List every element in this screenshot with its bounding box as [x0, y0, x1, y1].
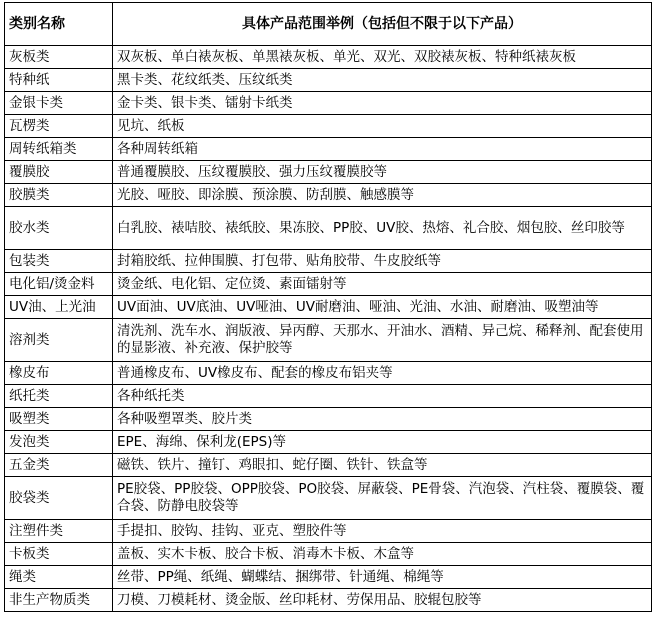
- category-cell[interactable]: 橡皮布: [5, 362, 113, 385]
- table-row: [5, 273, 652, 296]
- examples-cell[interactable]: 盖板、实木卡板、胶合卡板、消毒木卡板、木盒等: [113, 543, 652, 566]
- table-row: [5, 477, 652, 520]
- category-cell[interactable]: 胶袋类: [5, 477, 113, 520]
- category-cell[interactable]: 绳类: [5, 566, 113, 589]
- table-row: [5, 319, 652, 362]
- table-row: [5, 115, 652, 138]
- category-cell[interactable]: 五金类: [5, 454, 113, 477]
- table-row: [5, 161, 652, 184]
- examples-cell[interactable]: 双灰板、单白裱灰板、单黑裱灰板、单光、双光、双胶裱灰板、特种纸裱灰板: [113, 46, 652, 69]
- header-examples[interactable]: 具体产品范围举例（包括但不限于以下产品）: [113, 3, 652, 46]
- table-row: [5, 69, 652, 92]
- category-cell[interactable]: 周转纸箱类: [5, 138, 113, 161]
- examples-cell[interactable]: PE胶袋、PP胶袋、OPP胶袋、PO胶袋、屏蔽袋、PE骨袋、汽泡袋、汽柱袋、覆膜袋、覆合袋、防静电胶袋等: [113, 477, 652, 520]
- examples-cell[interactable]: 丝带、PP绳、纸绳、蝴蝶结、捆绑带、针通绳、棉绳等: [113, 566, 652, 589]
- category-cell[interactable]: 发泡类: [5, 431, 113, 454]
- category-cell[interactable]: 覆膜胶: [5, 161, 113, 184]
- table-row: [5, 362, 652, 385]
- table-row: [5, 589, 652, 612]
- examples-cell[interactable]: UV面油、UV底油、UV哑油、UV耐磨油、哑油、光油、水油、耐磨油、吸塑油等: [113, 296, 652, 319]
- category-cell[interactable]: 胶膜类: [5, 184, 113, 207]
- table-row: [5, 385, 652, 408]
- product-category-sheet: [4, 2, 651, 612]
- category-cell[interactable]: UV油、上光油: [5, 296, 113, 319]
- examples-cell[interactable]: 普通橡皮布、UV橡皮布、配套的橡皮布铝夹等: [113, 362, 652, 385]
- examples-cell[interactable]: 白乳胶、裱咭胶、裱纸胶、果冻胶、PP胶、UV胶、热熔、礼合胶、烟包胶、丝印胶等: [113, 207, 652, 250]
- category-cell[interactable]: 溶剂类: [5, 319, 113, 362]
- table-row: [5, 250, 652, 273]
- header-row: [5, 3, 652, 46]
- category-cell[interactable]: 非生产物质类: [5, 589, 113, 612]
- examples-cell[interactable]: 光胶、哑胶、即涂膜、预涂膜、防刮膜、触感膜等: [113, 184, 652, 207]
- table-row: [5, 92, 652, 115]
- header-category[interactable]: 类别名称: [5, 3, 113, 46]
- table-row: [5, 296, 652, 319]
- table-row: [5, 520, 652, 543]
- table-row: [5, 566, 652, 589]
- examples-cell[interactable]: 黑卡类、花纹纸类、压纹纸类: [113, 69, 652, 92]
- table-row: [5, 138, 652, 161]
- category-cell[interactable]: 卡板类: [5, 543, 113, 566]
- examples-cell[interactable]: 烫金纸、电化铝、定位烫、素面镭射等: [113, 273, 652, 296]
- category-cell[interactable]: 金银卡类: [5, 92, 113, 115]
- category-cell[interactable]: 灰板类: [5, 46, 113, 69]
- table-body: [5, 46, 652, 612]
- examples-cell[interactable]: EPE、海绵、保利龙(EPS)等: [113, 431, 652, 454]
- table-row: [5, 543, 652, 566]
- category-cell[interactable]: 瓦楞类: [5, 115, 113, 138]
- examples-cell[interactable]: 普通覆膜胶、压纹覆膜胶、强力压纹覆膜胶等: [113, 161, 652, 184]
- category-cell[interactable]: 胶水类: [5, 207, 113, 250]
- examples-cell[interactable]: 清洗剂、洗车水、润版液、异丙醇、天那水、开油水、酒精、异己烷、稀释剂、配套使用的显影液、补充液、保护胶等: [113, 319, 652, 362]
- category-cell[interactable]: 纸托类: [5, 385, 113, 408]
- table-row: [5, 207, 652, 250]
- table-row: [5, 454, 652, 477]
- examples-cell[interactable]: 金卡类、银卡类、镭射卡纸类: [113, 92, 652, 115]
- examples-cell[interactable]: 各种吸塑罩类、胶片类: [113, 408, 652, 431]
- examples-cell[interactable]: 各种纸托类: [113, 385, 652, 408]
- examples-cell[interactable]: 磁铁、铁片、撞钉、鸡眼扣、蛇仔圈、铁针、铁盒等: [113, 454, 652, 477]
- table-row: [5, 46, 652, 69]
- category-cell[interactable]: 包装类: [5, 250, 113, 273]
- examples-cell[interactable]: 手提扣、胶钩、挂钩、亚克、塑胶件等: [113, 520, 652, 543]
- product-category-table: [4, 2, 652, 612]
- category-cell[interactable]: 特种纸: [5, 69, 113, 92]
- table-row: [5, 408, 652, 431]
- category-cell[interactable]: 注塑件类: [5, 520, 113, 543]
- category-cell[interactable]: 电化铝/烫金料: [5, 273, 113, 296]
- examples-cell[interactable]: 见坑、纸板: [113, 115, 652, 138]
- examples-cell[interactable]: 各种周转纸箱: [113, 138, 652, 161]
- examples-cell[interactable]: 封箱胶纸、拉伸围膜、打包带、贴角胶带、牛皮胶纸等: [113, 250, 652, 273]
- examples-cell[interactable]: 刀模、刀模耗材、烫金版、丝印耗材、劳保用品、胶辊包胶等: [113, 589, 652, 612]
- category-cell[interactable]: 吸塑类: [5, 408, 113, 431]
- table-row: [5, 431, 652, 454]
- table-row: [5, 184, 652, 207]
